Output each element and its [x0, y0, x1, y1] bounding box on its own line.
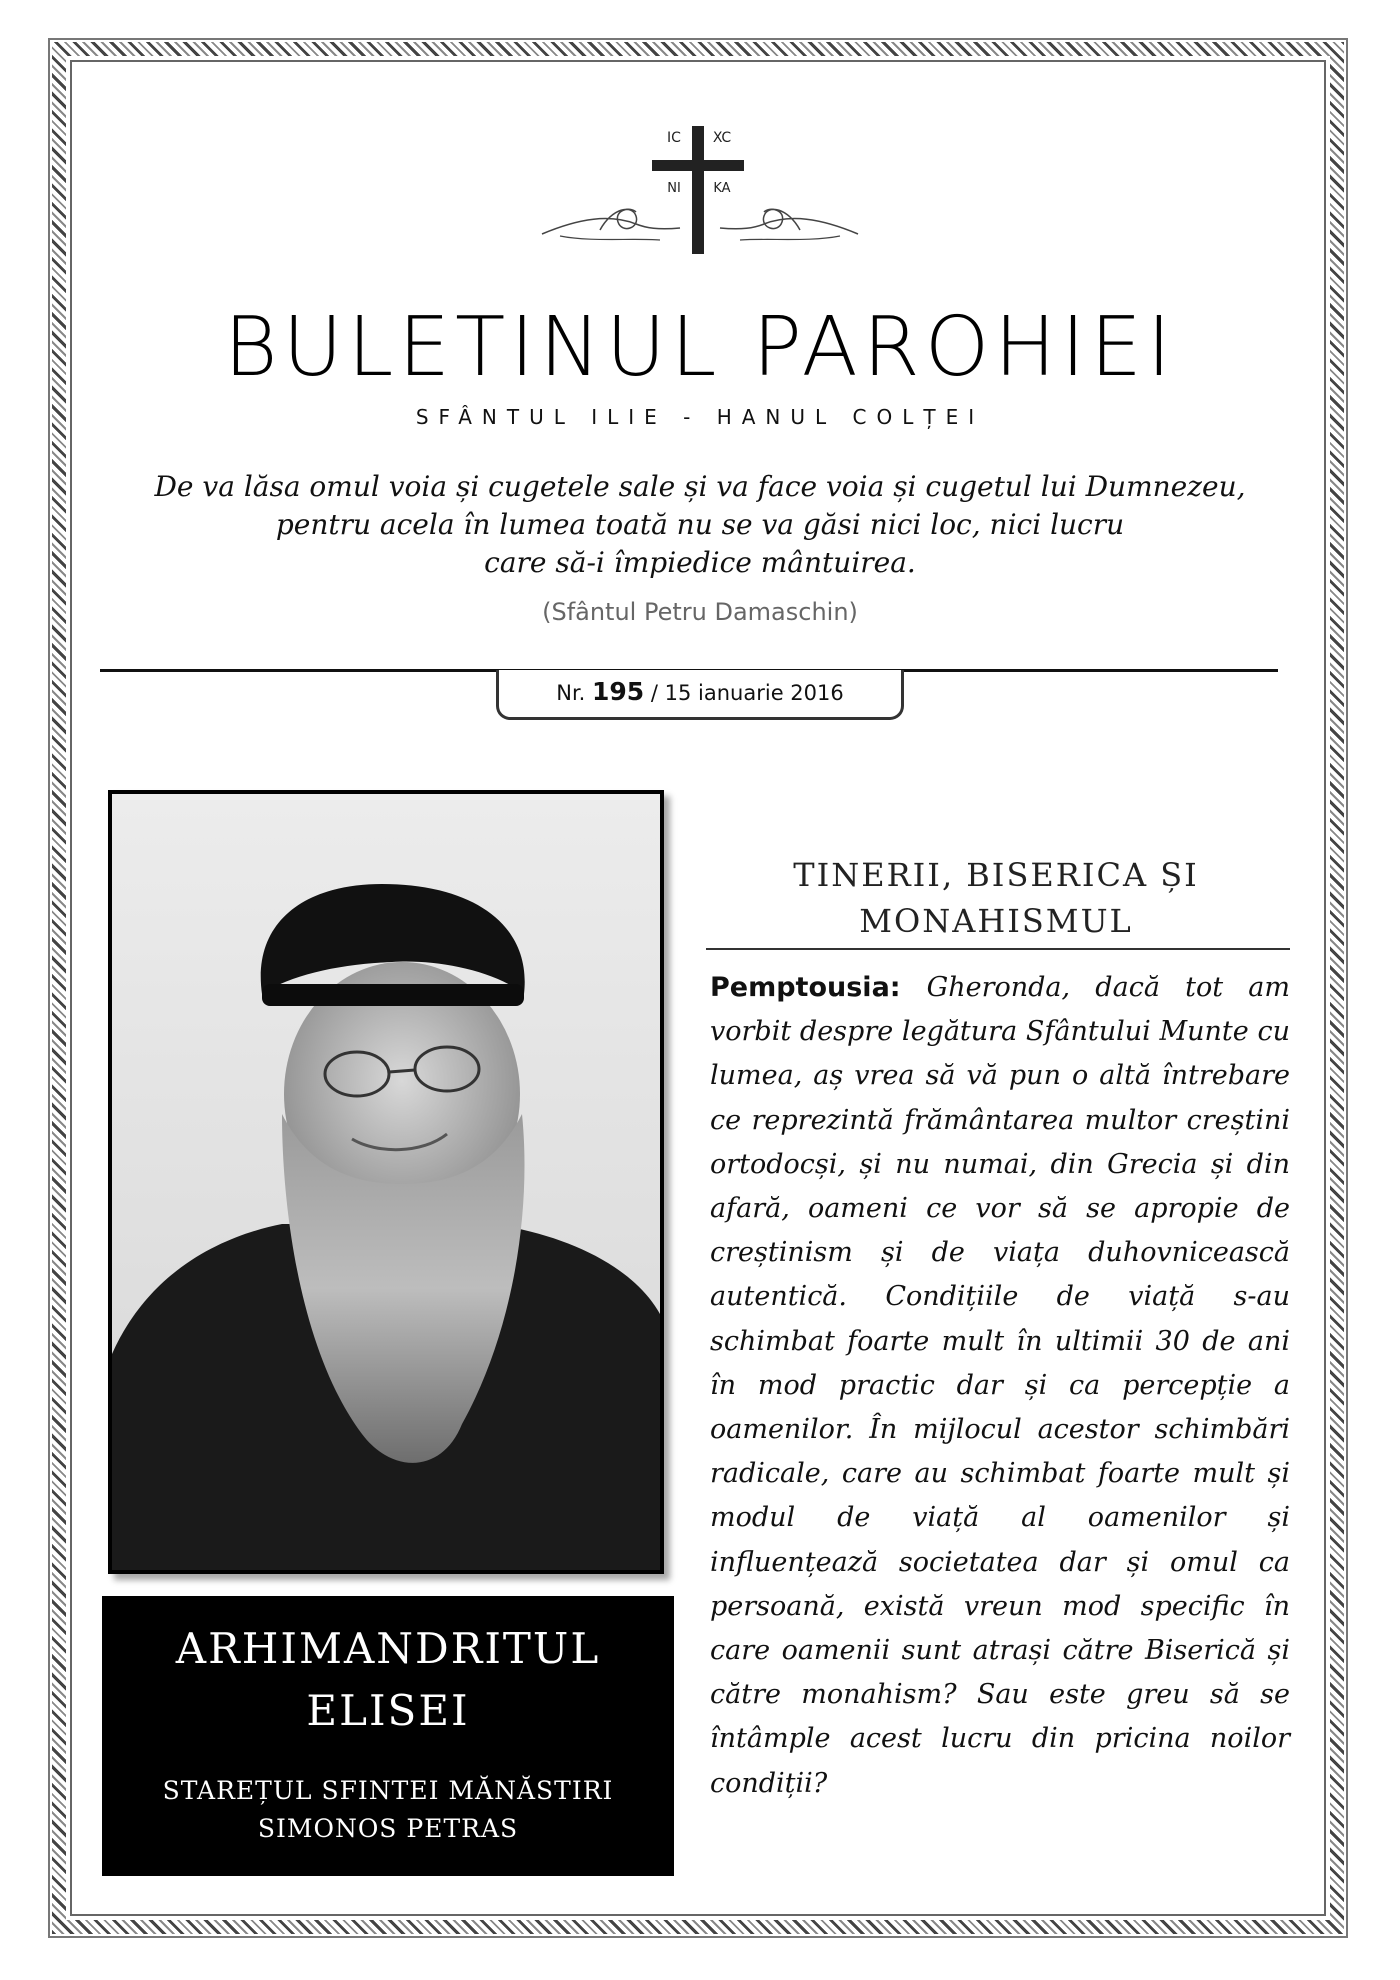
issue-prefix: Nr. — [556, 681, 586, 705]
left-flourish-icon — [542, 219, 680, 234]
article-title-divider — [706, 948, 1290, 950]
quote-source: (Sfântul Petru Damaschin) — [542, 598, 858, 626]
emblem-ni: NI — [667, 181, 681, 196]
quote-line: care să-i împiedice mântuirea. — [484, 546, 916, 579]
issue-number: 195 — [592, 677, 645, 706]
issue-date: / 15 ianuarie 2016 — [650, 681, 844, 705]
caption-name-line: ELISEI — [306, 1686, 470, 1735]
article-title — [706, 852, 1286, 944]
caption-role-line: STAREȚUL SFINTEI MĂNĂSTIRI — [162, 1776, 614, 1805]
article-title-line: TINERII, BISERICA ȘI — [793, 856, 1199, 894]
epigraph-quote — [110, 468, 1290, 582]
issue-badge — [496, 670, 904, 720]
caption-name-line: ARHIMANDRITUL — [175, 1624, 601, 1673]
right-flourish-icon — [720, 219, 858, 234]
lead-separator: : — [889, 972, 927, 1003]
masthead-title: BULETINUL PAROHIEI — [223, 300, 1177, 395]
portrait-illustration — [112, 794, 660, 1570]
emblem-xc: XC — [712, 130, 732, 146]
article-title-line: MONAHISMUL — [859, 902, 1133, 940]
portrait-caption — [102, 1596, 674, 1876]
caption-name — [102, 1618, 674, 1742]
caption-role — [102, 1772, 674, 1848]
interview-question: Gheronda, dacă tot am vorbit despre legătura Sfântului Munte cu lumea, aș vrea să vă pun o altă întrebare ce reprezintă frământarea multor creștini ortodocși, și nu numai, din Grecia și din afară, oameni ce vor să se apropie de creștinism și de viața duhovnicească autentică. Condițiile de viață s-au schimbat foarte mult în ultimii 30 de ani în mod practic dar și ca percepție a oamenilor. În mijlocul acestor schimbări radicale, care au schimbat foarte mult și modul de viață al oamenilor și influențează societatea dar și omul ca persoană, există vreun mod specific în care oamenii sunt atrași către Biserică și către monahism? Sau este greu să se întâmple acest lucru din pricina noilor condiții? — [710, 972, 1291, 1799]
masthead-subtitle: SFÂNTUL ILIE - HANUL COLȚEI — [415, 405, 985, 429]
portrait-photo — [108, 790, 664, 1574]
quote-line: De va lăsa omul voia și cugetele sale și va face voia și cugetul lui Dumnezeu, — [154, 470, 1246, 503]
cross-icon — [540, 110, 860, 260]
emblem-ic: IC — [667, 130, 681, 146]
quote-line: pentru acela în lumea toată nu se va găsi nici loc, nici lucru — [275, 508, 1125, 541]
article-body — [710, 966, 1290, 1806]
emblem-ka: KA — [713, 181, 731, 196]
caption-role-line: SIMONOS PETRAS — [257, 1814, 519, 1843]
interviewer-name: Pemptousia — [710, 972, 890, 1003]
